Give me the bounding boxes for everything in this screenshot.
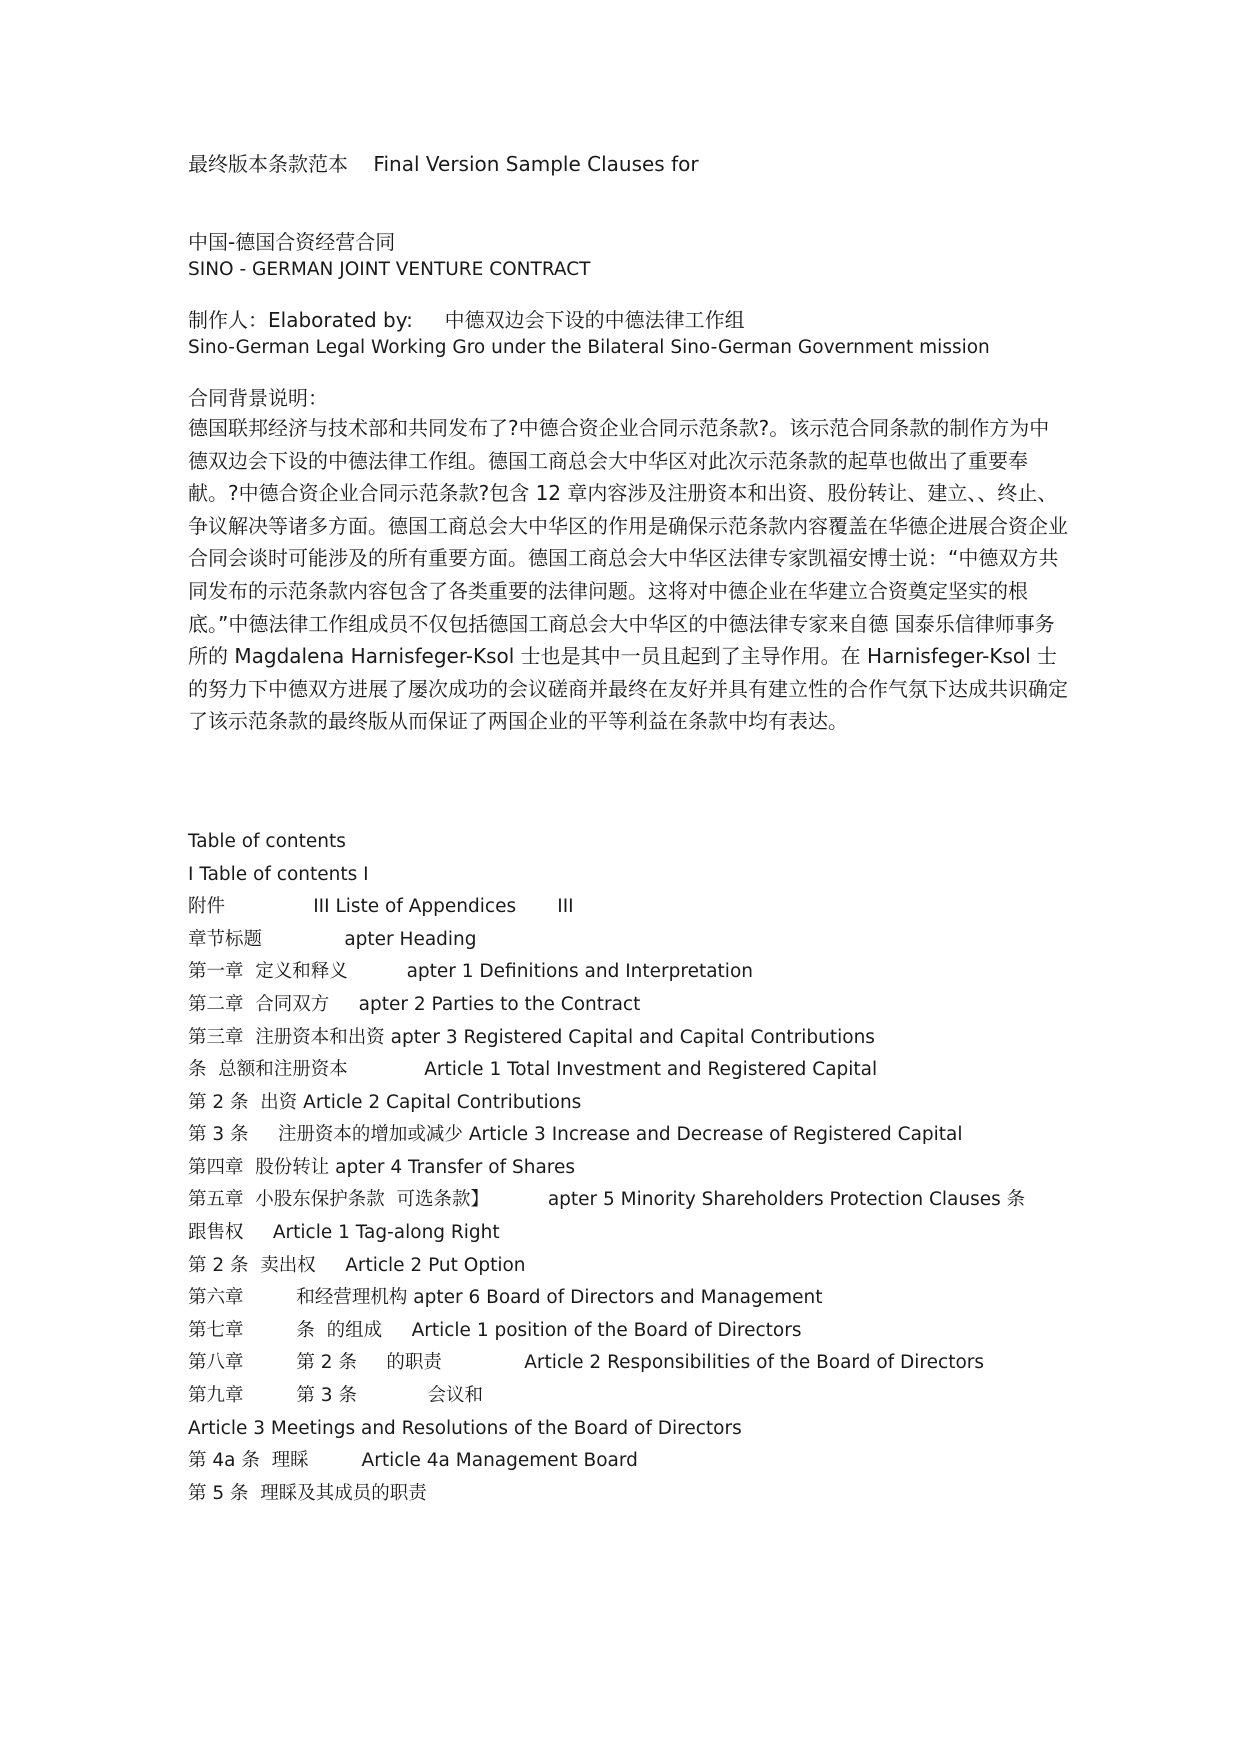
toc-row: 第 3 条 注册资本的增加或减少 Article 3 Increase and Decrease of Registered Capital: [188, 1124, 963, 1146]
toc-row: 第八章 第 2 条 的职责 Article 2 Responsibilities of the Board of Directors: [188, 1352, 985, 1374]
toc-heading: Table of contents: [188, 830, 346, 852]
toc-row: 第三章 注册资本和出资 apter 3 Registered Capital and Capital Contributions: [188, 1026, 875, 1048]
toc-row: 第四章 股份转让 apter 4 Transfer of Shares: [188, 1156, 576, 1178]
toc-row: 第二章 合同双方 apter 2 Parties to the Contract: [188, 993, 641, 1015]
toc-row: 跟售权 Article 1 Tag-along Right: [188, 1222, 500, 1244]
toc-row: 第 2 条 出资 Article 2 Capital Contributions: [188, 1091, 582, 1113]
toc-row: 条 总额和注册资本 Article 1 Total Investment and Registered Capital: [188, 1059, 878, 1081]
author-line: 制作人：Elaborated by: 中德双边会下设的中德法律工作组: [188, 308, 745, 332]
toc-row: 第 2 条 卖出权 Article 2 Put Option: [188, 1254, 526, 1276]
contract-title-cn: 中国-德国合资经营合同: [188, 230, 396, 254]
toc-row: I Table of contents I: [188, 863, 369, 885]
background-paragraph: 德国联邦经济与技术部和共同发布了?中德合资企业合同示范条款?。该示范合同条款的制作方为中德双边会下设的中德法律工作组。德国工商总会大中华区对此次示范条款的起草也做出了重要奉献。?中德合资企业合同示范条款?包含 12 章内容涉及注册资本和出资、股份转让、建立、、终止、争议解决等诸多方面。德国工商总会大中华区的作用是确保示范条款内容覆盖在华德企进展合资企业合同会谈时可能涉及的所有重要方面。德国工商总会大中华区法律专家凯福安博士说：“中德双方共同发布的示范条款内容包含了各类重要的法律问题。这将对中德企业在华建立合资奠定坚实的根底。”中德法律工作组成员不仅包括德国工商总会大中华区的中德法律专家来自德 国泰乐信律师事务所的 Magdalena Harnisfeger-Ksol 士也是其中一员且起到了主导作用。在 Harnisfeger-Ksol 士的努力下中德双方进展了屡次成功的会议磋商并最终在友好并具有建立性的合作气氛下达成共识确定了该示范条款的最终版从而保证了两国企业的平等利益在条款中均有表达。: [188, 416, 1068, 734]
document-page: [188, 150, 1068, 1510]
table-of-contents: [188, 826, 1068, 1510]
toc-row: 第九章 第 3 条 会议和: [188, 1385, 484, 1407]
toc-row: 章节标题 apter Heading: [188, 928, 477, 950]
toc-row: 第 5 条 理睬及其成员的职责: [188, 1482, 427, 1504]
toc-row: 第 4a 条 理睬 Article 4a Management Board: [188, 1450, 638, 1472]
toc-row: 第七章 条 的组成 Article 1 position of the Board of Directors: [188, 1319, 802, 1341]
toc-row: 第六章 和经营理机构 apter 6 Board of Directors and Management: [188, 1287, 823, 1309]
toc-row: 第一章 定义和释义 apter 1 Definitions and Interpretation: [188, 961, 753, 983]
author-english: Sino-German Legal Working Gro under the Bilateral Sino-German Government mission: [188, 337, 990, 358]
toc-row: 第五章 小股东保护条款 可选条款】 apter 5 Minority Shareholders Protection Clauses 条: [188, 1189, 1026, 1211]
document-title-line: 最终版本条款范本 Final Version Sample Clauses for: [188, 152, 699, 176]
toc-row: Article 3 Meetings and Resolutions of the Board of Directors: [188, 1417, 742, 1439]
background-heading: 合同背景说明：: [188, 386, 328, 410]
contract-title-en: SINO - GERMAN JOINT VENTURE CONTRACT: [188, 259, 591, 280]
toc-row: 附件 III Liste of Appendices III: [188, 896, 574, 918]
